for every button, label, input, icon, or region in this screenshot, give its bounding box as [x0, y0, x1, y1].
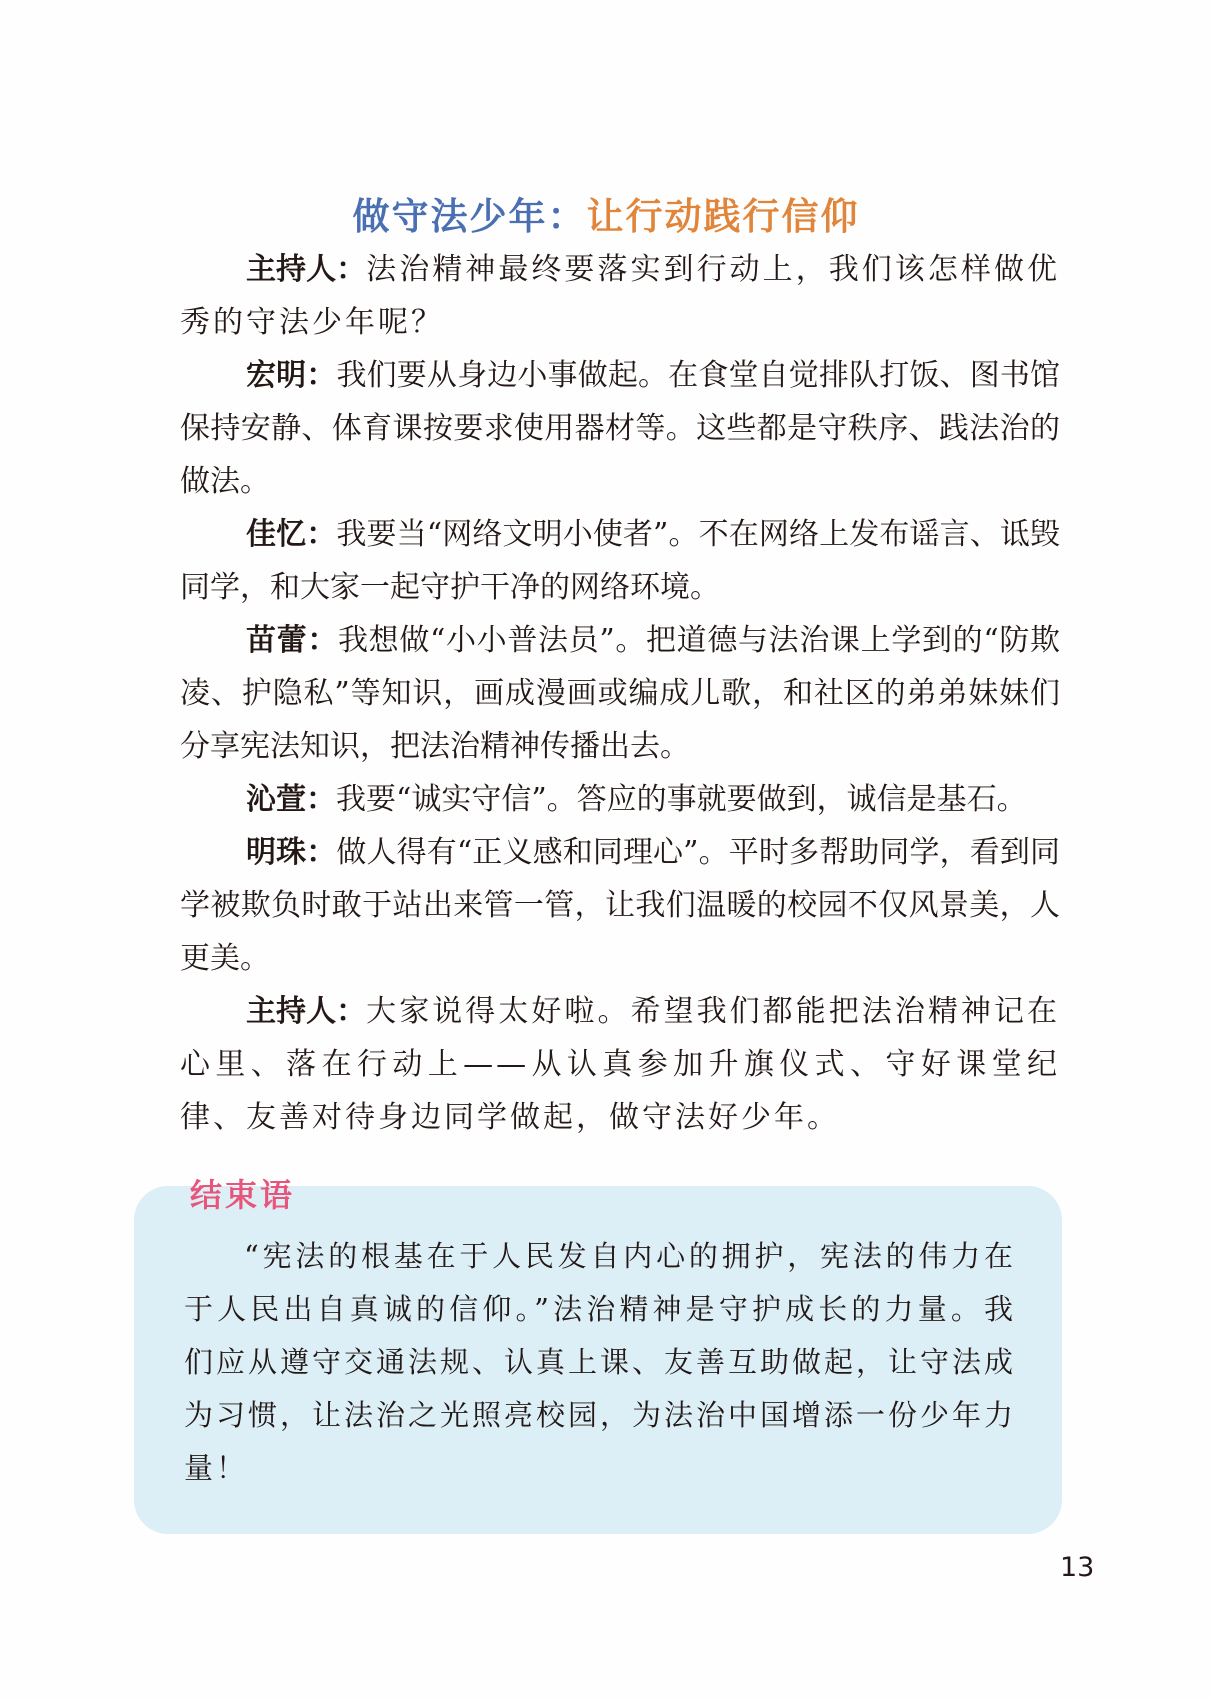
dialogue-text: 我要当“网络文明小使者”。不在网络上发布谣言、诋毁同学，和大家一起守护干净的网络环境。 — [180, 517, 1060, 605]
dialogue-text: 大家说得太好啦。希望我们都能把法治精神记在心里、落在行动上——从认真参加升旗仪式、守好课堂纪律、友善对待身边同学做起，做守法好少年。 — [180, 994, 1061, 1135]
dialogue-text: 我要“诚实守信”。答应的事就要做到，诚信是基石。 — [336, 782, 1027, 817]
closing-remarks-text: “宪法的根基在于人民发自内心的拥护，宪法的伟力在于人民出自真诚的信仰。”法治精神是守护成长的力量。我们应从遵守交通法规、认真上课、友善互助做起，让守法成为习惯，让法治之光照亮校园，为法治中国增添一份少年力量！ — [184, 1239, 1017, 1485]
speaker-name: 宏明： — [246, 358, 337, 393]
dialogue-text: 我们要从身边小事做起。在食堂自觉排队打饭、图书馆保持安静、体育课按要求使用器材等。这些都是守秩序、践法治的做法。 — [180, 358, 1061, 499]
title-main: 做守法少年 — [352, 195, 548, 238]
page-title — [0, 186, 1212, 240]
dialogue-jiayi — [180, 508, 1060, 614]
dialogue-text: 法治精神最终要落实到行动上，我们该怎样做优秀的守法少年呢？ — [180, 252, 1061, 340]
dialogue-text: 我想做“小小普法员”。把道德与法治课上学到的“防欺凌、护隐私”等知识，画成漫画或编成儿歌，和社区的弟弟妹妹们分享宪法知识，把法治精神传播出去。 — [180, 623, 1060, 764]
dialogue-section — [180, 243, 1060, 1144]
dialogue-mingzhu — [180, 826, 1060, 985]
speaker-name: 主持人： — [246, 994, 367, 1029]
title-subtitle: 让行动践行信仰 — [586, 195, 860, 238]
dialogue-host-opening — [180, 243, 1060, 349]
speaker-name: 苗蕾： — [246, 623, 338, 658]
dialogue-host-closing — [180, 985, 1060, 1144]
dialogue-hongming — [180, 349, 1060, 508]
dialogue-qinxuan — [180, 773, 1060, 826]
speaker-name: 主持人： — [246, 252, 367, 287]
dialogue-miaolei — [180, 614, 1060, 773]
speaker-name: 佳忆： — [246, 517, 337, 552]
dialogue-text: 做人得有“正义感和同理心”。平时多帮助同学，看到同学被欺负时敢于站出来管一管，让我们温暖的校园不仅风景美，人更美。 — [180, 835, 1060, 976]
page-number: 13 — [1060, 1552, 1095, 1583]
title-separator: ： — [547, 195, 587, 238]
speaker-name: 沁萱： — [246, 782, 336, 817]
speaker-name: 明珠： — [246, 835, 337, 870]
closing-remarks-label: 结束语 — [190, 1176, 296, 1214]
